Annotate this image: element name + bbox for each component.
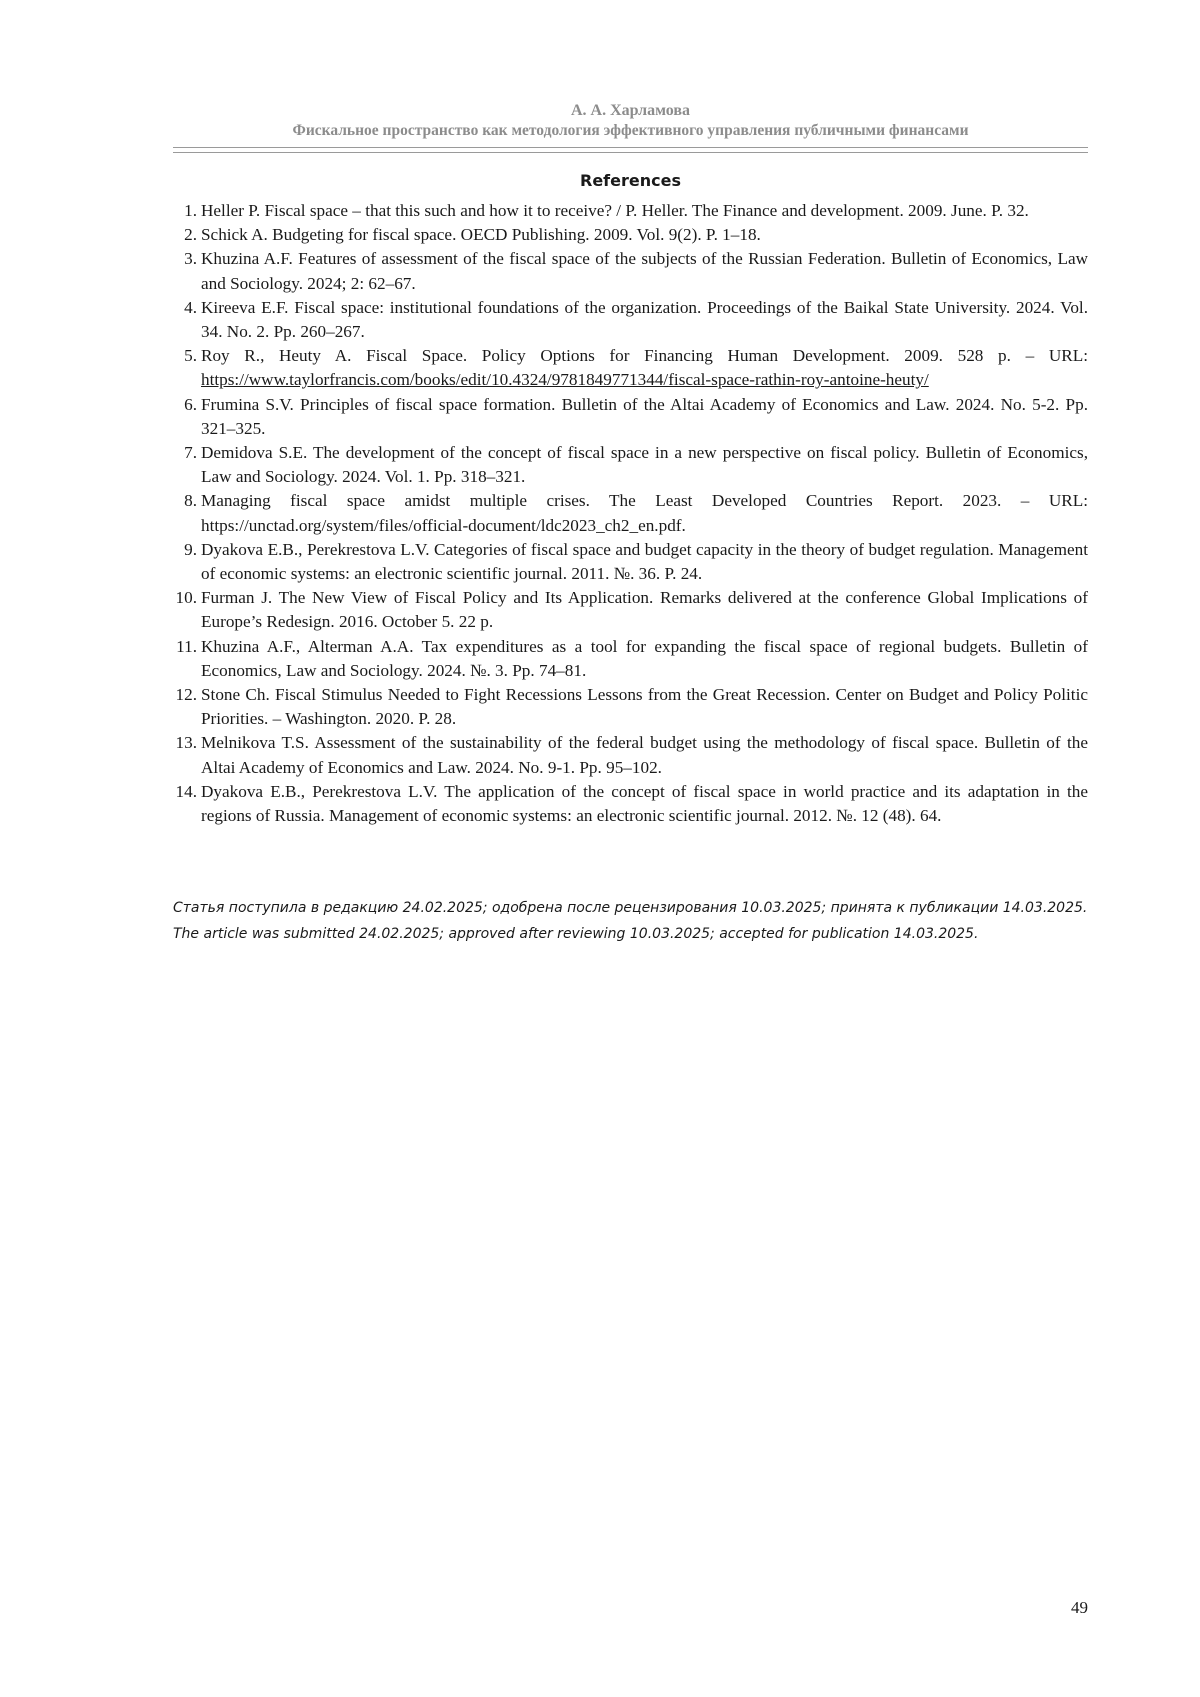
reference-text: Roy R., Heuty A. Fiscal Space. Policy Options for Financing Human Development. 2009. 528 p. – URL: — [201, 346, 1088, 366]
reference-text: Khuzina A.F. Features of assessment of the fiscal space of the subjects of the Russian Federation. Bulletin of Economics, Law and Sociology. 2024; 2: 62–67. — [201, 249, 1088, 293]
reference-item — [173, 247, 1088, 295]
reference-number: 6. — [184, 394, 197, 414]
reference-number: 3. — [184, 249, 197, 269]
running-head-author: А. А. Харламова — [570, 102, 691, 119]
reference-item — [173, 199, 1088, 223]
reference-number: 10. — [175, 588, 197, 608]
reference-text: Stone Ch. Fiscal Stimulus Needed to Fight Recessions Lessons from the Great Recession. Center on Budget and Policy Politic Priorities. – Washington. 2020. P. 28. — [201, 685, 1088, 729]
running-head-article-title: Фискальное пространство как методология эффективного управления публичными финансами — [292, 122, 969, 139]
submission-notes — [173, 899, 1088, 951]
reference-item — [173, 635, 1088, 683]
reference-number: 13. — [175, 733, 197, 753]
reference-number: 2. — [184, 225, 197, 245]
reference-number: 4. — [184, 297, 197, 317]
reference-text: Demidova S.E. The development of the concept of fiscal space in a new perspective on fiscal policy. Bulletin of Economics, Law and Sociology. 2024. Vol. 1. Pp. 318–321. — [201, 443, 1088, 487]
reference-text: Furman J. The New View of Fiscal Policy and Its Application. Remarks delivered at the conference Global Implications of Europe’s Redesign. 2016. October 5. 22 p. — [201, 588, 1088, 632]
reference-item — [173, 489, 1088, 537]
reference-number: 14. — [175, 781, 197, 801]
reference-item — [173, 344, 1088, 392]
header-double-rule — [173, 147, 1088, 153]
reference-text: Melnikova T.S. Assessment of the sustainability of the federal budget using the methodology of fiscal space. Bulletin of the Altai Academy of Economics and Law. 2024. No. 9-1. Pp. 95–102. — [201, 733, 1088, 777]
page-number: 49 — [1071, 1598, 1088, 1617]
reference-number: 7. — [184, 443, 197, 463]
reference-number: 5. — [184, 346, 197, 366]
reference-item — [173, 683, 1088, 731]
reference-text: Kireeva E.F. Fiscal space: institutional foundations of the organization. Proceedings of the Baikal State University. 2024. Vol. 34. No. 2. Pp. 260–267. — [201, 297, 1088, 342]
reference-item — [173, 538, 1088, 586]
reference-number: 1. — [184, 201, 197, 220]
reference-item — [173, 393, 1088, 441]
reference-text: Managing fiscal space amidst multiple crises. The Least Developed Countries Report. 2023. – URL: https://unctad.org/system/files/official-document/ldc2023_ch2_en.pdf. — [201, 491, 1088, 535]
references-heading: References — [580, 171, 681, 190]
reference-text: Heller P. Fiscal space – that this such and how it to receive? / P. Heller. The Finance and development. 2009. June. P. 32. — [201, 201, 1029, 220]
reference-item — [173, 731, 1088, 779]
reference-number: 12. — [175, 685, 197, 705]
reference-url-link[interactable]: https://www.taylorfrancis.com/books/edit/10.4324/9781849771344/fiscal-space-rathin-roy-antoine-heuty/ — [201, 370, 929, 390]
reference-text: Schick A. Budgeting for fiscal space. OECD Publishing. 2009. Vol. 9(2). P. 1–18. — [201, 225, 761, 245]
submission-note-russian: Статья поступила в редакцию 24.02.2025; одобрена после рецензирования 10.03.2025; принята к публикации 14.03.2025. — [173, 900, 1088, 916]
reference-text: Dyakova E.B., Perekrestova L.V. Categories of fiscal space and budget capacity in the theory of budget regulation. Management of economic systems: an electronic scientific journal. 2011. №. 36. P. 24. — [201, 539, 1088, 584]
reference-list — [173, 199, 1088, 828]
reference-item — [173, 223, 1088, 247]
reference-item — [173, 780, 1088, 828]
reference-text: Frumina S.V. Principles of fiscal space formation. Bulletin of the Altai Academy of Economics and Law. 2024. No. 5-2. Pp. 321–325. — [201, 394, 1088, 438]
reference-item — [173, 296, 1088, 344]
reference-item — [173, 586, 1088, 634]
reference-number: 11. — [176, 636, 197, 656]
running-head — [173, 101, 1088, 141]
reference-item — [173, 441, 1088, 489]
submission-note-english: The article was submitted 24.02.2025; approved after reviewing 10.03.2025; accepted for publication 14.03.2025. — [173, 926, 979, 942]
reference-number: 8. — [184, 491, 197, 511]
reference-number: 9. — [184, 539, 197, 559]
reference-text: Dyakova E.B., Perekrestova L.V. The application of the concept of fiscal space in world practice and its adaptation in the regions of Russia. Management of economic systems: an electronic scientific journal. 2012. №. 12 (48). 64. — [201, 781, 1088, 826]
reference-text: Khuzina A.F., Alterman A.A. Tax expenditures as a tool for expanding the fiscal space of regional budgets. Bulletin of Economics, Law and Sociology. 2024. №. 3. Pp. 74–81. — [201, 636, 1088, 680]
